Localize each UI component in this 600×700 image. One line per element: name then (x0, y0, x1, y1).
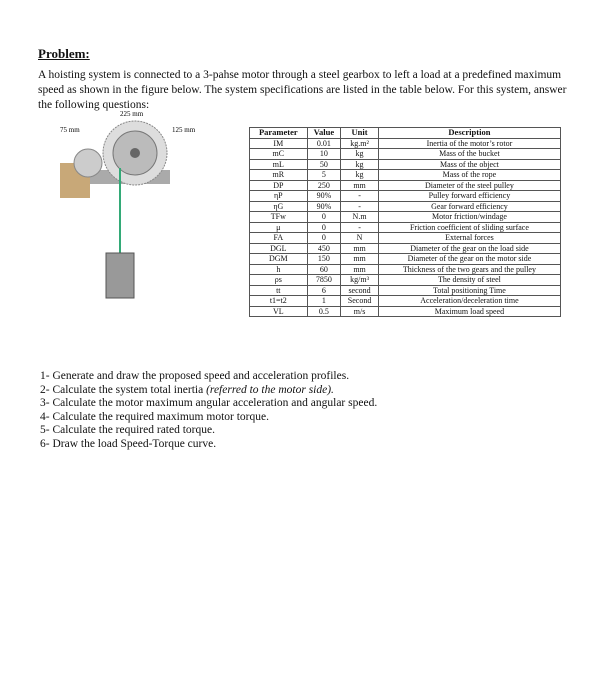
table-cell: IM (250, 138, 308, 149)
table-cell: TFw (250, 212, 308, 223)
table-cell: 5 (307, 170, 341, 181)
problem-intro: A hoisting system is connected to a 3-pahse motor through a steel gearbox to left a load at a predefined maximum speed as shown in the figure below. The system specifications are listed in the table below. For this system, answer the following questions: (38, 69, 567, 111)
table-cell: Mass of the bucket (378, 149, 560, 160)
questions-list (40, 370, 377, 451)
table-row (250, 264, 561, 275)
question-1: 1- Generate and draw the proposed speed and acceleration profiles. (40, 370, 350, 382)
table-cell: kg (341, 159, 379, 170)
table-cell: 0 (307, 212, 341, 223)
table-cell: Mass of the object (378, 159, 560, 170)
table-cell: 90% (307, 201, 341, 212)
table-cell: Second (341, 296, 379, 307)
table-cell: mR (250, 170, 308, 181)
column-header: Parameter (250, 128, 308, 139)
table-cell: 60 (307, 264, 341, 275)
table-cell: mm (341, 243, 379, 254)
table-cell: Total positioning Time (378, 285, 560, 296)
table-cell: 0.01 (307, 138, 341, 149)
table-row (250, 306, 561, 317)
table-cell: ηP (250, 191, 308, 202)
specifications-table (249, 127, 561, 317)
table-cell: - (341, 222, 379, 233)
table-cell: DGL (250, 243, 308, 254)
table-row (250, 159, 561, 170)
table-cell: mL (250, 159, 308, 170)
table-cell: Mass of the rope (378, 170, 560, 181)
table-row (250, 296, 561, 307)
table-cell: kg.m² (341, 138, 379, 149)
table-cell: Pulley forward efficiency (378, 191, 560, 202)
table-row (250, 191, 561, 202)
table-cell: 90% (307, 191, 341, 202)
table-cell: mC (250, 149, 308, 160)
question-2: 2- Calculate the system total inertia (referred to the motor side). (40, 383, 334, 396)
table-row (250, 212, 561, 223)
table-row (250, 233, 561, 244)
table-cell: Thickness of the two gears and the pulley (378, 264, 560, 275)
table-cell: 0 (307, 233, 341, 244)
table-cell: Maximum load speed (378, 306, 560, 317)
table-row (250, 180, 561, 191)
table-cell: 6 (307, 285, 341, 296)
dim-225: 225 mm (120, 110, 144, 118)
column-header: Description (378, 128, 560, 139)
table-cell: 10 (307, 149, 341, 160)
dim-125: 125 mm (172, 126, 196, 134)
question-4: 4- Calculate the required maximum motor torque. (40, 410, 269, 423)
table-cell: 450 (307, 243, 341, 254)
table-cell: ρs (250, 275, 308, 286)
table-cell: Diameter of the steel pulley (378, 180, 560, 191)
table-row (250, 254, 561, 265)
table-cell: Gear forward efficiency (378, 201, 560, 212)
table-cell: External forces (378, 233, 560, 244)
table-cell: t1=t2 (250, 296, 308, 307)
dim-75: 75 mm (60, 126, 80, 134)
table-cell: 0.5 (307, 306, 341, 317)
table-row (250, 201, 561, 212)
table-cell: DP (250, 180, 308, 191)
table-cell: m/s (341, 306, 379, 317)
table-row (250, 243, 561, 254)
table-cell: - (341, 201, 379, 212)
table-cell: - (341, 191, 379, 202)
table-row (250, 285, 561, 296)
table-cell: FA (250, 233, 308, 244)
table-cell: Acceleration/deceleration time (378, 296, 560, 307)
table-cell: 0 (307, 222, 341, 233)
table-cell: μ (250, 222, 308, 233)
table-cell: mm (341, 264, 379, 275)
table-cell: Diameter of the gear on the load side (378, 243, 560, 254)
table-cell: kg/m³ (341, 275, 379, 286)
question-3: 3- Calculate the motor maximum angular acceleration and angular speed. (40, 397, 378, 409)
question-5: 5- Calculate the required rated torque. (40, 424, 215, 436)
table-cell: 50 (307, 159, 341, 170)
table-row (250, 138, 561, 149)
table-cell: Motor friction/windage (378, 212, 560, 223)
table-cell: mm (341, 180, 379, 191)
table-cell: 1 (307, 296, 341, 307)
table-row (250, 222, 561, 233)
table-cell: Inertia of the motor’s rotor (378, 138, 560, 149)
question-6: 6- Draw the load Speed-Torque curve. (40, 437, 217, 450)
table-cell: N (341, 233, 379, 244)
column-header: Unit (341, 128, 379, 139)
table-cell: mm (341, 254, 379, 265)
table-cell: N.m (341, 212, 379, 223)
table-cell: The density of steel (378, 275, 560, 286)
table-cell: kg (341, 149, 379, 160)
table-cell: VL (250, 306, 308, 317)
table-cell: 250 (307, 180, 341, 191)
table-cell: kg (341, 170, 379, 181)
table-cell: 150 (307, 254, 341, 265)
table-cell: second (341, 285, 379, 296)
table-row (250, 149, 561, 160)
table-row (250, 170, 561, 181)
table-cell: h (250, 264, 308, 275)
column-header: Value (307, 128, 341, 139)
table-cell: ηG (250, 201, 308, 212)
hoisting-system-figure (60, 108, 220, 308)
table-cell: Diameter of the gear on the motor side (378, 254, 560, 265)
table-cell: 7850 (307, 275, 341, 286)
table-cell: DGM (250, 254, 308, 265)
table-row (250, 275, 561, 286)
table-cell: Friction coefficient of sliding surface (378, 222, 560, 233)
table-cell: tt (250, 285, 308, 296)
problem-heading: Problem: (38, 46, 90, 61)
